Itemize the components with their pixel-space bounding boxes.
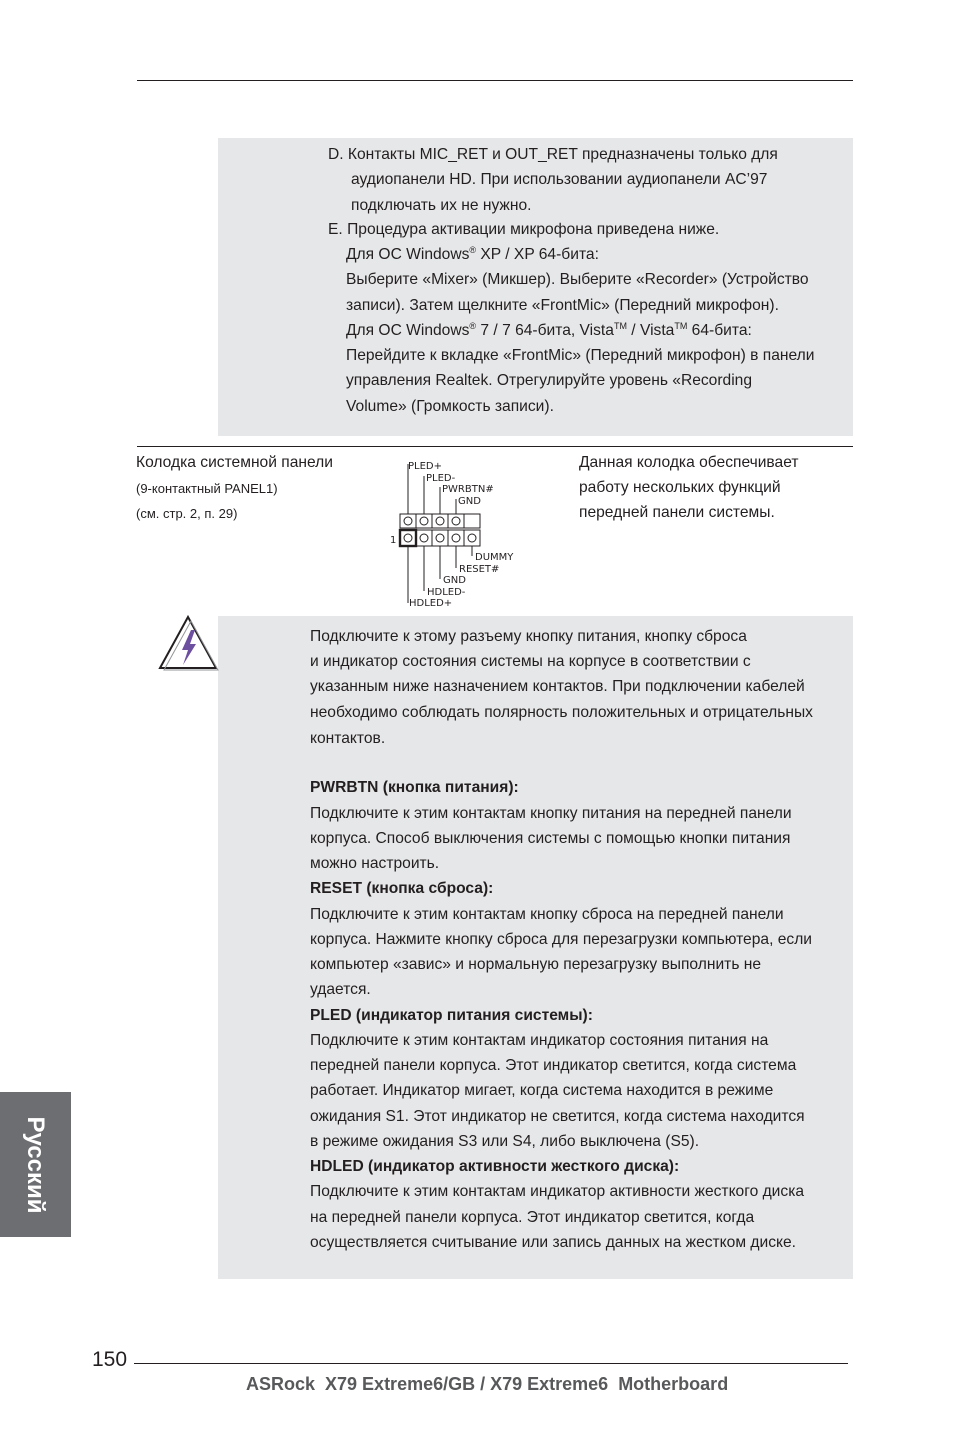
registered-mark: ® [469, 245, 477, 255]
hdled-text-1: Подключите к этим контактам индикатор активности жесткого диска [310, 1183, 805, 1200]
xp-suffix: XP / XP 64-бита: [476, 246, 599, 263]
pin-label-dummy: DUMMY [475, 552, 514, 563]
reset-text-4: удается. [310, 981, 371, 998]
section-title: Колодка системной панели [136, 454, 333, 471]
pin-label-pwrbtn: PWRBTN# [442, 484, 494, 495]
pled-text-2: передней панели корпуса. Этот индикатор светится, когда система [310, 1057, 797, 1074]
hdled-text-3: осуществляется считывание или запись данных на жестком диске. [310, 1234, 797, 1251]
reset-text-2: корпуса. Нажмите кнопку сброса для перезагрузки компьютера, если [310, 931, 813, 948]
xp-prefix: Для ОС Windows [346, 246, 470, 263]
pwrbtn-text-1: Подключите к этим контактам кнопку питания на передней панели [310, 805, 792, 822]
pwrbtn-text-2: корпуса. Способ выключения системы с помощью кнопки питания [310, 830, 791, 847]
pin-label-hdled-minus: HDLED- [427, 587, 466, 598]
win7-prefix: Для ОС Windows [346, 322, 470, 339]
warning-intro-5: контактов. [310, 730, 386, 747]
win7-mid2: / Vista [626, 322, 675, 339]
hdled-title: HDLED (индикатор активности жесткого диска): [310, 1158, 680, 1175]
footer-rule [134, 1363, 848, 1364]
section-subtitle-2: (см. стр. 2, п. 29) [136, 506, 238, 521]
note-e-line: E. Процедура активации микрофона приведена ниже. [328, 221, 720, 238]
top-rule [137, 80, 853, 81]
pled-title: PLED (индикатор питания системы): [310, 1007, 593, 1024]
pled-text-1: Подключите к этим контактам индикатор состояния питания на [310, 1032, 769, 1049]
warning-intro-1: Подключите к этому разъему кнопку питания, кнопку сброса [310, 628, 747, 645]
pin-label-hdled-plus: HDLED+ [409, 598, 453, 609]
section-subtitle-1: (9-контактный PANEL1) [136, 481, 278, 496]
section-description-2: работу нескольких функций [579, 479, 781, 496]
pwrbtn-text-3: можно настроить. [310, 855, 440, 872]
warning-icon [158, 614, 220, 672]
pin-label-gnd-bottom: GND [443, 575, 466, 586]
panel1-pin-diagram [388, 456, 528, 610]
warning-intro-3: указанным ниже назначением контактов. При подключении кабелей [310, 678, 805, 695]
pin-one-marker: 1 [390, 535, 397, 546]
tm-mark-1: TM [613, 321, 627, 331]
note-d-line-2: аудиопанели HD. При использовании аудиопанели AC’97 [351, 171, 768, 188]
pled-text-3: работает. Индикатор мигает, когда система находится в режиме [310, 1082, 774, 1099]
reset-text-1: Подключите к этим контактам кнопку сброса на передней панели [310, 906, 784, 923]
hdled-text-2: на передней панели корпуса. Этот индикатор светится, когда [310, 1209, 755, 1226]
note-xp-step-1: Выберите «Mixer» (Микшер). Выберите «Recorder» (Устройство [346, 271, 809, 288]
note-win7-heading [346, 322, 752, 340]
pin-label-reset: RESET# [459, 564, 500, 575]
pled-text-5: в режиме ожидания S3 или S4, либо выключена (S5). [310, 1133, 700, 1150]
note-win7-step-2: управления Realtek. Отрегулируйте уровень «Recording [346, 372, 753, 389]
note-win7-step-3: Volume» (Громкость записи). [346, 398, 554, 415]
pled-text-4: ожидания S1. Этот индикатор не светится, когда система находится [310, 1108, 805, 1125]
note-d-line-3: подключать их не нужно. [351, 197, 532, 214]
pin-label-pled-minus: PLED- [426, 473, 456, 484]
tm-mark-2: TM [674, 321, 688, 331]
reset-text-3: компьютер «завис» и нормальную перезагрузку выполнить не [310, 956, 762, 973]
note-d-line-1: D. Контакты MIC_RET и OUT_RET предназначены только для [328, 146, 778, 163]
language-tab-label: Русский [22, 1116, 49, 1214]
footer-product-name: ASRock X79 Extreme6/GB / X79 Extreme6 Motherboard [246, 1374, 729, 1394]
registered-mark-2: ® [469, 321, 477, 331]
section-rule [137, 446, 853, 447]
note-xp-heading [346, 246, 599, 264]
pin-label-pled-plus: PLED+ [408, 461, 442, 472]
section-description-1: Данная колодка обеспечивает [579, 454, 799, 471]
note-win7-step-1: Перейдите к вкладке «FrontMic» (Передний микрофон) в панели [346, 347, 815, 364]
page-number: 150 [92, 1348, 128, 1371]
warning-intro-2: и индикатор состояния системы на корпусе в соответствии с [310, 653, 751, 670]
section-description-3: передней панели системы. [579, 504, 775, 521]
reset-title: RESET (кнопка сброса): [310, 880, 494, 897]
note-xp-step-2: записи). Затем щелкните «FrontMic» (Передний микрофон). [346, 297, 779, 314]
pin-label-gnd-top: GND [458, 496, 481, 507]
warning-intro-4: необходимо соблюдать полярность положительных и отрицательных [310, 704, 813, 721]
pwrbtn-title: PWRBTN (кнопка питания): [310, 779, 519, 796]
win7-suffix: 64-бита: [687, 322, 752, 339]
win7-mid: 7 / 7 64-бита, Vista [476, 322, 614, 339]
